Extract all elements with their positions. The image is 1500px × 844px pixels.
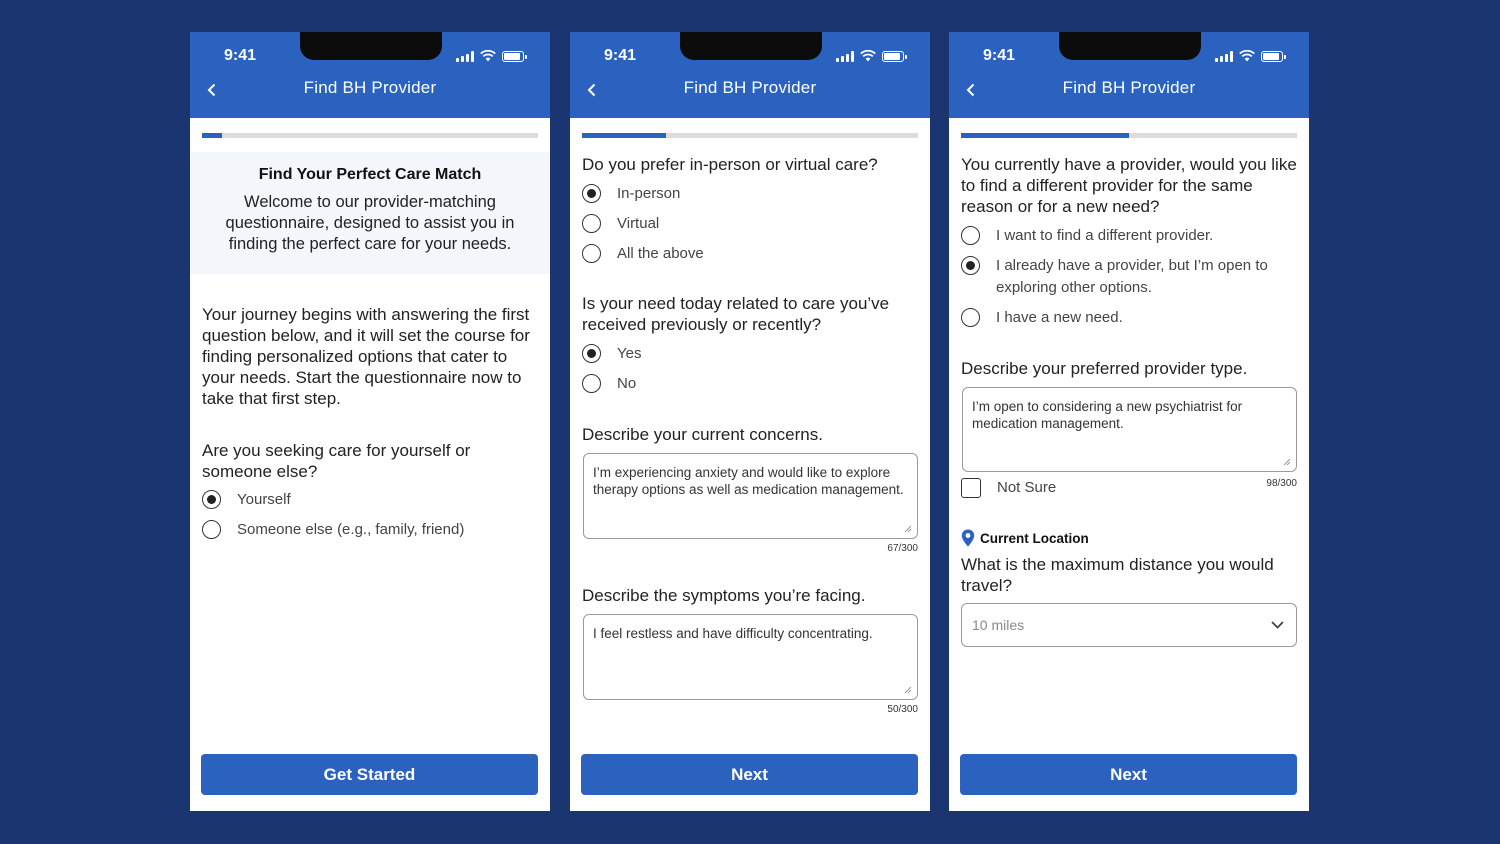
phone-screen-1	[190, 32, 550, 811]
symptoms-char-count: 50/300	[887, 704, 918, 715]
option-label: I already have a provider, but I’m open to exploring other options.	[996, 257, 1268, 296]
radio-button[interactable]	[202, 490, 221, 509]
location-pin-icon	[961, 529, 975, 547]
next-button[interactable]: Next	[581, 754, 918, 795]
radio-button[interactable]	[582, 244, 601, 263]
page-title: Find BH Provider	[303, 78, 437, 97]
option-label: Yes	[617, 345, 642, 362]
provider-type-char-count: 98/300	[1266, 477, 1297, 489]
provider-type-label: Describe your preferred provider type.	[961, 359, 1248, 378]
device-notch	[300, 32, 442, 60]
chevron-down-icon	[1271, 621, 1284, 629]
option-label: In-person	[617, 185, 681, 202]
battery-icon	[882, 51, 904, 62]
provider-change-options	[961, 225, 1297, 329]
signal-icon	[456, 51, 474, 62]
radio-button[interactable]	[202, 520, 221, 539]
intro-text: Welcome to our provider-matching questionnaire, designed to assist you in finding the perfect care for your needs.	[225, 193, 515, 253]
next-button[interactable]: Next	[960, 754, 1297, 795]
option-new-need[interactable]	[961, 307, 1297, 329]
option-all-above[interactable]	[582, 243, 918, 265]
radio-button[interactable]	[582, 214, 601, 233]
distance-value: 10 miles	[972, 617, 1025, 633]
resize-grip-icon[interactable]	[1283, 458, 1291, 466]
option-no[interactable]	[582, 373, 918, 395]
intro-card	[190, 152, 550, 274]
concerns-value: I’m experiencing anxiety and would like to explore therapy options as well as medication management.	[593, 465, 904, 497]
current-location[interactable]	[961, 529, 1297, 547]
care-for-question: Are you seeking care for yourself or someone else?	[202, 441, 471, 481]
radio-button[interactable]	[961, 256, 980, 275]
radio-button[interactable]	[582, 344, 601, 363]
care-for-options	[202, 489, 538, 541]
concerns-textarea[interactable]	[583, 453, 918, 539]
symptoms-textarea[interactable]	[583, 614, 918, 700]
option-in-person[interactable]	[582, 183, 918, 205]
not-sure-option[interactable]	[961, 477, 1056, 499]
status-time: 9:41	[224, 47, 257, 64]
page-title: Find BH Provider	[1062, 78, 1196, 97]
phone-screen-2	[570, 32, 930, 811]
wifi-icon	[480, 50, 496, 62]
option-label: Yourself	[237, 491, 291, 508]
status-icons	[456, 50, 524, 62]
battery-icon	[1261, 51, 1283, 62]
distance-select[interactable]	[961, 603, 1297, 647]
option-label: All the above	[617, 245, 704, 262]
distance-question: What is the maximum distance you would travel?	[961, 555, 1274, 595]
option-yourself[interactable]	[202, 489, 538, 511]
symptoms-label: Describe the symptoms you’re facing.	[582, 586, 866, 605]
phone-screen-3	[949, 32, 1309, 811]
progress-bar	[961, 133, 1297, 138]
progress-bar	[582, 133, 918, 138]
option-different-provider[interactable]	[961, 225, 1297, 247]
wifi-icon	[1239, 50, 1255, 62]
provider-type-textarea[interactable]	[962, 387, 1297, 472]
provider-type-value: I’m open to considering a new psychiatrist for medication management.	[972, 399, 1243, 431]
option-virtual[interactable]	[582, 213, 918, 235]
status-icons	[836, 50, 904, 62]
app-header	[190, 32, 550, 118]
progress-bar	[202, 133, 538, 138]
intro-title: Find Your Perfect Care Match	[258, 166, 482, 183]
get-started-button[interactable]: Get Started	[201, 754, 538, 795]
current-location-label: Current Location	[980, 530, 1089, 546]
option-label: Virtual	[617, 215, 660, 232]
radio-button[interactable]	[961, 226, 980, 245]
app-header	[949, 32, 1309, 118]
signal-icon	[836, 51, 854, 62]
progress-fill	[961, 133, 1129, 138]
care-type-options	[582, 183, 918, 265]
option-yes[interactable]	[582, 343, 918, 365]
radio-button[interactable]	[961, 308, 980, 327]
provider-change-question: You currently have a provider, would you like to find a different provider for the same reason or for a new need?	[961, 155, 1297, 216]
option-someone-else[interactable]	[202, 519, 538, 541]
page-title: Find BH Provider	[683, 78, 817, 97]
option-open-to-others[interactable]	[961, 255, 1297, 299]
radio-button[interactable]	[582, 184, 601, 203]
option-label: I have a new need.	[996, 309, 1123, 326]
resize-grip-icon[interactable]	[904, 686, 912, 694]
status-time: 9:41	[604, 47, 637, 64]
option-label: I want to find a different provider.	[996, 227, 1214, 244]
option-label: Someone else (e.g., family, friend)	[237, 521, 465, 538]
progress-fill	[582, 133, 666, 138]
concerns-label: Describe your current concerns.	[582, 425, 823, 444]
resize-grip-icon[interactable]	[904, 525, 912, 533]
battery-icon	[502, 51, 524, 62]
not-sure-checkbox[interactable]	[961, 478, 981, 498]
not-sure-label: Not Sure	[997, 479, 1057, 496]
radio-button[interactable]	[582, 374, 601, 393]
previous-care-options	[582, 343, 918, 395]
status-icons	[1215, 50, 1283, 62]
wifi-icon	[860, 50, 876, 62]
journey-text: Your journey begins with answering the first question below, and it will set the course for finding personalized options that cater to your needs. Start the questionnaire now to take that first step.	[202, 305, 530, 408]
app-header	[570, 32, 930, 118]
previous-care-question: Is your need today related to care you’ve received previously or recently?	[582, 294, 890, 334]
care-type-question: Do you prefer in-person or virtual care?	[582, 155, 878, 174]
concerns-char-count: 67/300	[887, 543, 918, 554]
option-label: No	[617, 375, 637, 392]
progress-fill	[202, 133, 222, 138]
symptoms-value: I feel restless and have difficulty concentrating.	[593, 626, 873, 641]
device-notch	[680, 32, 822, 60]
device-notch	[1059, 32, 1201, 60]
status-time: 9:41	[983, 47, 1016, 64]
signal-icon	[1215, 51, 1233, 62]
